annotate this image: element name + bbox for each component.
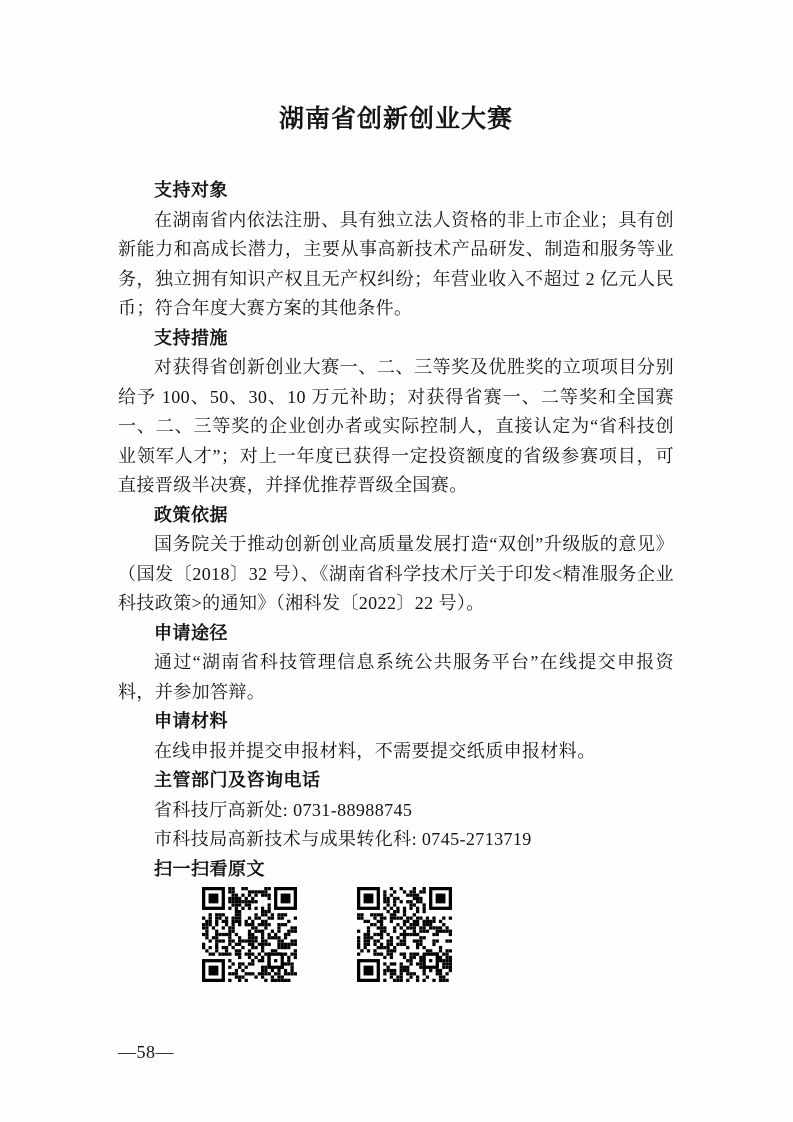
page-number: —58— <box>118 1042 174 1062</box>
paragraph: 国务院关于推动创新创业高质量发展打造“双创”升级版的意见》（国发〔2018〕32 号）、《湖南省科学技术厅关于印发<精准服务企业科技政策>的通知》（湘科发〔2022〕22 号）。 <box>118 534 674 613</box>
paragraph: 在线申报并提交申报材料，不需要提交纸质申报材料。 <box>154 740 596 761</box>
section-application-channel <box>118 619 674 708</box>
document-content <box>118 103 674 982</box>
section-heading: 政策依据 <box>154 504 228 525</box>
paragraph: 通过“湖南省科技管理信息系统公共服务平台”在线提交申报资料，并参加答辩。 <box>118 652 674 702</box>
paragraph: 在湖南省内依法注册、具有独立法人资格的非上市企业；具有创新能力和高成长潜力，主要从事高新技术产品研发、制造和服务等业务，独立拥有知识产权且无产权纠纷；年营业收入不超过 2 亿元人民币；符合年度大赛方案的其他条件。 <box>118 209 674 318</box>
section-application-materials <box>118 707 674 766</box>
section-heading: 申请途径 <box>154 622 228 643</box>
contact-line-municipal: 市科技局高新技术与成果转化科: 0745-2713719 <box>154 829 532 849</box>
section-heading: 主管部门及咨询电话 <box>154 770 321 790</box>
contact-line-provincial: 省科技厅高新处: 0731-88988745 <box>154 799 413 820</box>
qr-code-row <box>202 887 674 982</box>
section-policy-basis <box>118 501 674 619</box>
section-scan-qr <box>118 855 674 983</box>
section-heading: 支持措施 <box>154 327 228 348</box>
section-heading: 支持对象 <box>154 180 228 200</box>
qr-code-left <box>202 887 297 982</box>
page-title: 湖南省创新创业大赛 <box>278 106 513 133</box>
section-heading: 扫一扫看原文 <box>154 858 265 879</box>
section-heading: 申请材料 <box>154 711 228 731</box>
section-support-measures <box>118 324 674 501</box>
section-contacts <box>118 766 674 855</box>
section-support-target <box>118 176 674 324</box>
qr-code-right <box>357 887 452 982</box>
paragraph: 对获得省创新创业大赛一、二、三等奖及优胜奖的立项项目分别给予 100、50、30、10 万元补助；对获得省赛一、二等奖和全国赛一、二、三等奖的企业创办者或实际控制人，直接认定为“省科技创业领军人才”；对上一年度已获得一定投资额度的省级参赛项目，可直接晋级半决赛，并择优推荐晋级全国赛。 <box>118 357 674 495</box>
